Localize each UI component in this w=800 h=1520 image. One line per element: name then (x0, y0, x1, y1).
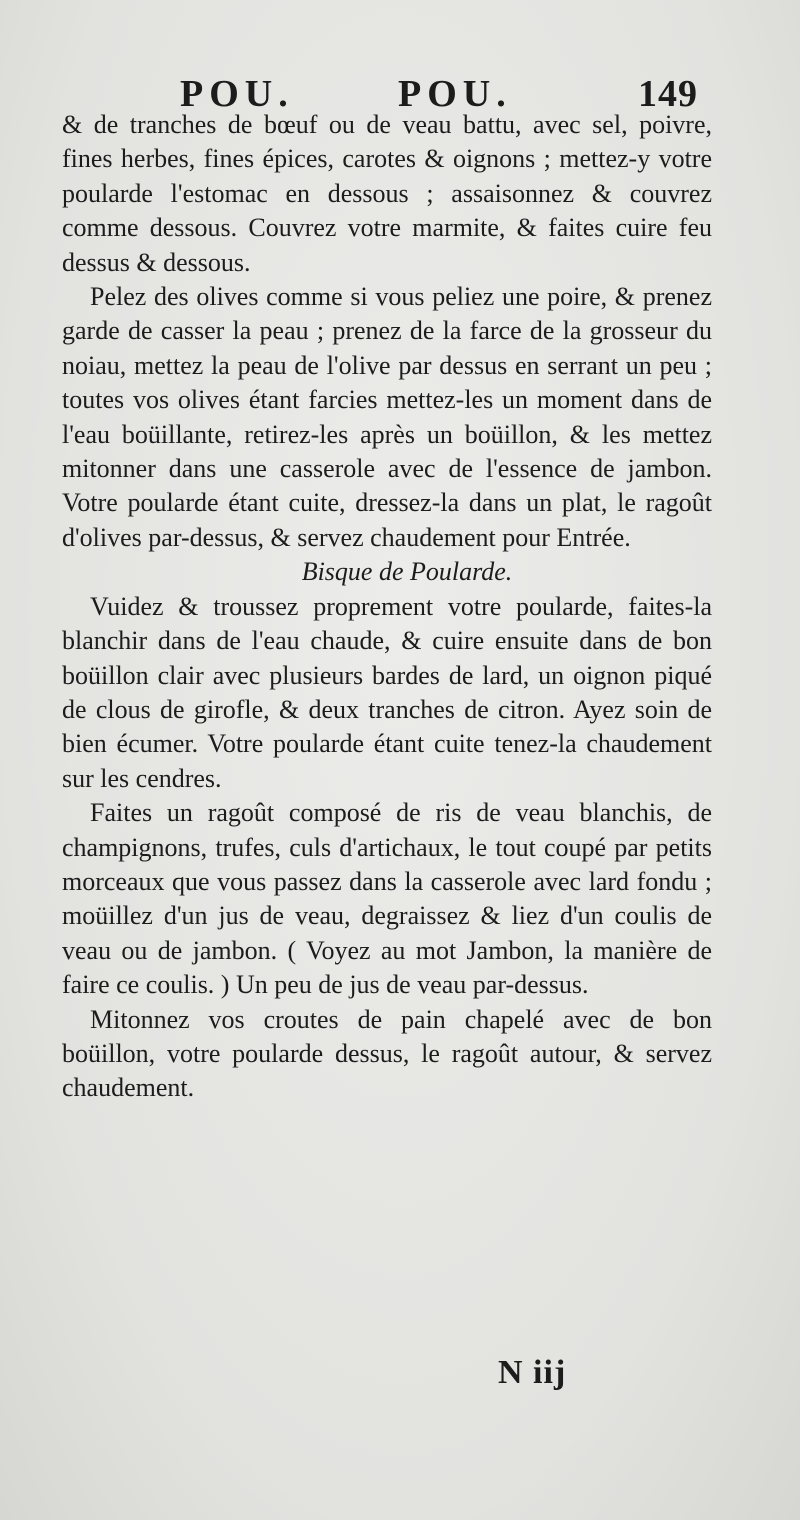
body-text (62, 108, 712, 1106)
signature-mark: N iij (498, 1354, 567, 1391)
running-head-left: POU. (180, 73, 294, 115)
paragraph-continuation: & de tranches de bœuf ou de veau battu, avec sel, poivre, fines herbes, fines épices, carotes & oignons ; mettez-y votre poularde l'estomac en dessous ; assaisonnez & couvrez comme dessous. Couvrez votre marmite, & faites cuire feu dessus & dessous. (62, 110, 712, 277)
running-head-right: POU. (398, 73, 512, 115)
recipe-title: Bisque de Poularde. (301, 557, 513, 587)
paragraph-mitonnez: Mitonnez vos croutes de pain chapelé avec de bon boüillon, votre poularde dessus, le ragoût autour, & servez chaudement. (62, 1004, 712, 1103)
page-number: 149 (638, 73, 698, 115)
paragraph-ragout: Faites un ragoût composé de ris de veau blanchis, de champignons, trufes, culs d'artichaux, le tout coupé par petits morceaux que vous passez dans la casserole avec lard fondu ; moüillez d'un jus de veau, degraissez & liez d'un coulis de veau ou de jambon. ( Voyez au mot Jambon, la manière de faire ce coulis. ) Un peu de jus de veau par-dessus. (62, 798, 712, 1000)
paragraph-olives: Pelez des olives comme si vous peliez une poire, & prenez garde de casser la peau ; prenez de la farce de la grosseur du noiau, mettez la peau de l'olive par dessus en serrant un peu ; toutes vos olives étant farcies mettez-les un moment dans de l'eau boüillante, retirez-les après un boüillon, & les mettez mitonner dans une casserole avec de l'essence de jambon. Votre poularde étant cuite, dressez-la dans un plat, le ragoût d'olives par-dessus, & servez chaudement pour Entrée. (62, 282, 712, 552)
paragraph-bisque: Vuidez & troussez proprement votre poularde, faites-la blanchir dans de l'eau chaude, & cuire ensuite dans de bon boüillon clair avec plusieurs bardes de lard, un oignon piqué de clous de girofle, & deux tranches de citron. Ayez soin de bien écumer. Votre poularde étant cuite tenez-la chaudement sur les cendres. (62, 591, 712, 793)
